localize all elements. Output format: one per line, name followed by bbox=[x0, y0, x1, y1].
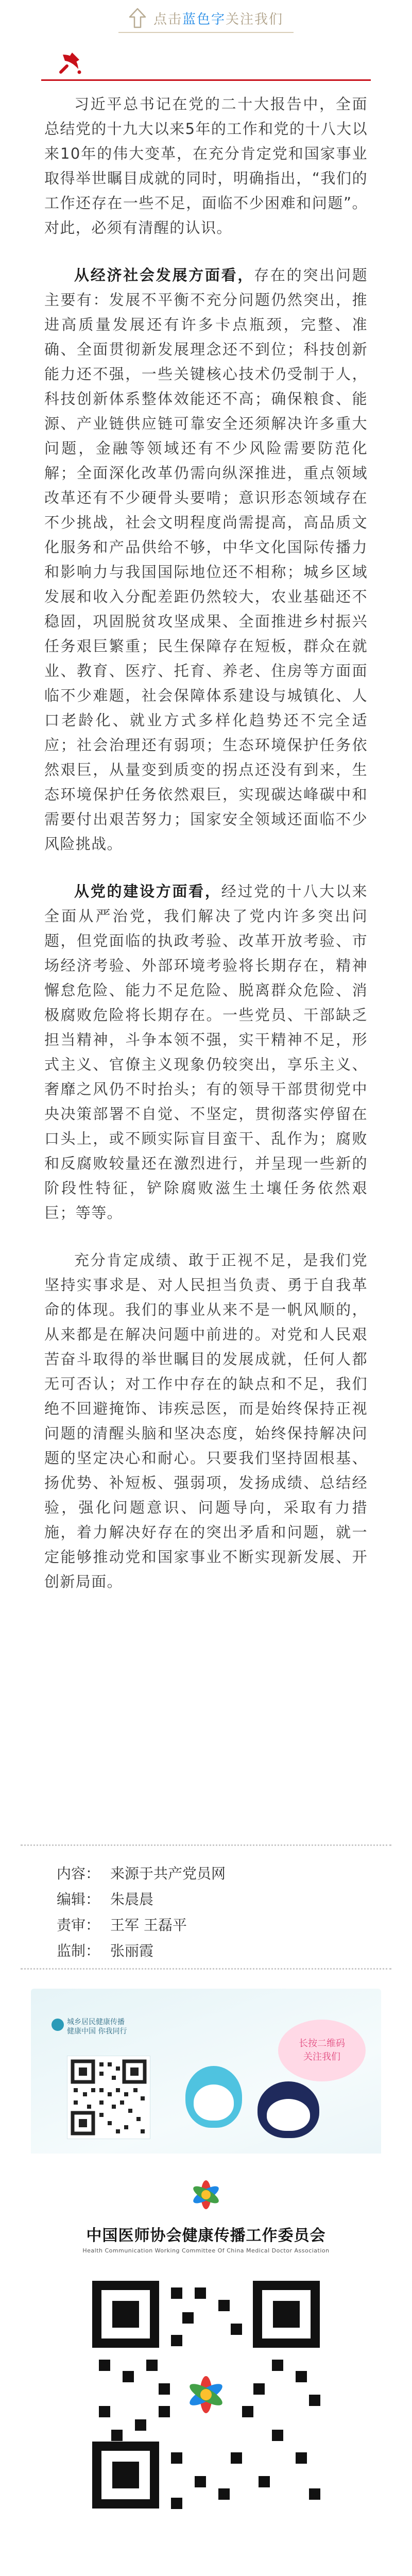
paragraph-conclusion: 充分肯定成绩、敢于正视不足，是我们党坚持实事求是、对人民担当负责、勇于自我革命的体现。我们的事业从来不是一帆风顺的，从来都是在解决问题中前进的。对党和人民艰苦奋斗取得的举世瞩目的发展成就，任何人都无可否认；对工作中存在的缺点和不足，我们绝不回避掩饰、讳疾忌医，而是始终保持正视问题的清醒头脑和坚决态度，始终保持解决问题的坚定决心和耐心。只要我们坚持固根基、扬优势、补短板、强弱项，发扬成绩、总结经验，强化问题意识、问题导向，采取有力措施，着力解决好存在的突出矛盾和问题，就一定能够推动党和国家事业不断实现新发展、开创新局面。 bbox=[44, 1251, 368, 1590]
follow-text bbox=[153, 9, 283, 28]
org-qr-code[interactable] bbox=[89, 2277, 323, 2512]
follow-banner[interactable] bbox=[0, 0, 412, 36]
promo-bubble: 长按二维码 关注我们 bbox=[278, 2020, 366, 2081]
org-logo-icon bbox=[185, 2174, 227, 2215]
credits-block bbox=[57, 1861, 366, 1964]
party-emblem-icon bbox=[57, 49, 83, 76]
paragraph-party-lead: 从党的建设方面看， bbox=[74, 883, 221, 900]
org-name-cn: 中国医师协会健康传播工作委员会 bbox=[86, 2227, 326, 2245]
health-logo-icon bbox=[52, 2019, 64, 2031]
header-red-line bbox=[41, 41, 371, 81]
promo-card bbox=[31, 1989, 381, 2174]
credit-row-supervisor: 监制： 张丽霞 bbox=[57, 1942, 154, 1959]
follow-suffix: 关注我们 bbox=[226, 11, 284, 27]
org-name-en: Health Communication Working Committee Of China Medical Doctor Association bbox=[82, 2247, 330, 2254]
divider-top bbox=[21, 1844, 391, 1846]
credit-row-reviewer: 责审： 王军 王磊平 bbox=[57, 1917, 187, 1934]
follow-prefix: 点击 bbox=[153, 11, 182, 27]
paragraph-economy-lead: 从经济社会发展方面看， bbox=[74, 266, 254, 284]
blue-bird-belly bbox=[194, 2084, 234, 2121]
arrow-up-icon bbox=[129, 8, 146, 28]
follow-highlight[interactable]: 蓝色字 bbox=[182, 11, 226, 27]
org-card bbox=[31, 2154, 381, 2576]
credit-row-editor: 编辑： 朱晨晨 bbox=[57, 1891, 154, 1908]
credit-row-content: 内容： 来源于共产党员网 bbox=[57, 1865, 226, 1882]
paragraph-party-building: 从党的建设方面看，经过党的十八大以来全面从严治党，我们解决了党内许多突出问题，但党面临的执政考验、改革开放考验、市场经济考验、外部环境考验将长期存在，精神懈怠危险、能力不足危险、脱离群众危险、消极腐败危险将长期存在。一些党员、干部缺乏担当精神，斗争本领不强，实干精神不足，形式主义、官僚主义现象仍较突出，享乐主义、奢靡之风仍不时抬头；有的领导干部贯彻党中央决策部署不自觉、不坚定，贯彻落实停留在口头上，或不顾实际盲目蛮干、乱作为；腐败和反腐败较量还在激烈进行，并呈现一些新的阶段性特征，铲除腐败滋生土壤任务依然艰巨；等等。 bbox=[44, 883, 368, 1222]
paragraph-economy: 从经济社会发展方面看，存在的突出问题主要有：发展不平衡不充分问题仍然突出，推进高质量发展还有许多卡点瓶颈，完整、准确、全面贯彻新发展理念还不到位；科技创新能力还不强，一些关键核心技术仍受制于人，科技创新体系整体效能还不高；确保粮食、能源、产业链供应链可靠安全还须解决许多重大问题，金融等领域还有不少风险需要防范化解；全面深化改革仍需向纵深推进，重点领域改革还有不少硬骨头要啃；意识形态领域存在不少挑战，社会文明程度尚需提高，高品质文化服务和产品供给不够，中华文化国际传播力和影响力与我国国际地位还不相称；城乡区域发展和收入分配差距仍然较大，农业基础还不稳固，巩固脱贫攻坚成果、全面推进乡村振兴任务艰巨繁重；民生保障存在短板，群众在就业、教育、医疗、托育、养老、住房等方面面临不少难题，社会保障体系建设与城镇化、人口老龄化、就业方式多样化趋势还不完全适应；社会治理还有弱项；生态环境保护任务依然艰巨，从量变到质变的拐点还没有到来，生态环境保护任务依然艰巨，实现碳达峰碳中和需要付出艰苦努力；国家安全领域还面临不少风险挑战。 bbox=[44, 266, 368, 853]
article-body bbox=[44, 92, 368, 1617]
promo-logo-text: 城乡居民健康传播 健康中国 你我同行 bbox=[67, 2018, 127, 2036]
divider-bottom bbox=[21, 1968, 391, 1970]
promo-qr-code[interactable] bbox=[67, 2056, 150, 2139]
banner-underline bbox=[118, 32, 294, 33]
navy-bird-belly bbox=[267, 2099, 310, 2131]
paragraph-intro: 习近平总书记在党的二十大报告中，全面总结党的十九大以来5年的工作和党的十八大以来10年的伟大变革，在充分肯定党和国家事业取得举世瞩目成就的同时，明确指出，“我们的工作还存在一些不足，面临不少困难和问题”。对此，必须有清醒的认识。 bbox=[44, 95, 368, 236]
